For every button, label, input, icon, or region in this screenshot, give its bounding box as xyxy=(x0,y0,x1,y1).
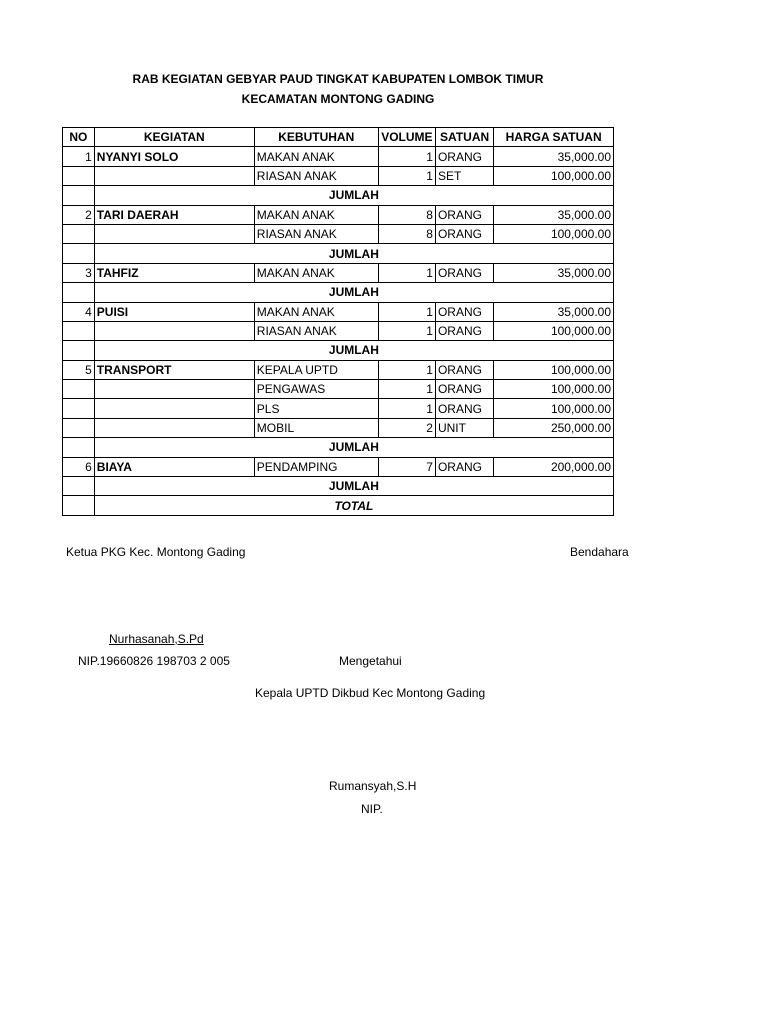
cell-kegiatan: TRANSPORT xyxy=(94,360,254,379)
kepala-nip: NIP. xyxy=(361,802,383,816)
cell-harga: 100,000.00 xyxy=(494,399,614,418)
ketua-nip: NIP.19660826 198703 2 005 xyxy=(78,654,230,668)
table-row xyxy=(63,321,614,340)
jumlah-label: JUMLAH xyxy=(94,438,613,457)
cell-harga: 35,000.00 xyxy=(494,263,614,282)
cell-kegiatan xyxy=(94,380,254,399)
cell-harga: 35,000.00 xyxy=(494,302,614,321)
mengetahui-label: Mengetahui xyxy=(339,654,402,668)
cell-no xyxy=(63,438,95,457)
cell-satuan: ORANG xyxy=(435,399,493,418)
table-row xyxy=(63,457,614,476)
cell-volume: 1 xyxy=(378,360,435,379)
cell-no xyxy=(63,477,95,496)
cell-no: 2 xyxy=(63,205,95,224)
table-row xyxy=(63,186,614,205)
cell-no xyxy=(63,283,95,302)
cell-kegiatan: NYANYI SOLO xyxy=(94,147,254,166)
cell-no xyxy=(63,166,95,185)
cell-volume: 1 xyxy=(378,321,435,340)
cell-volume: 8 xyxy=(378,224,435,243)
cell-satuan: ORANG xyxy=(435,457,493,476)
cell-satuan: ORANG xyxy=(435,205,493,224)
table-row xyxy=(63,205,614,224)
cell-no xyxy=(63,186,95,205)
cell-kebutuhan: MAKAN ANAK xyxy=(254,147,378,166)
cell-no xyxy=(63,418,95,437)
table-row xyxy=(63,477,614,496)
header-kebutuhan: KEBUTUHAN xyxy=(254,128,378,147)
table-row xyxy=(63,166,614,185)
total-label: TOTAL xyxy=(94,496,613,515)
cell-kebutuhan: MAKAN ANAK xyxy=(254,302,378,321)
bendahara-label: Bendahara xyxy=(570,545,629,559)
table-row xyxy=(63,341,614,360)
cell-satuan: ORANG xyxy=(435,263,493,282)
cell-kegiatan: TAHFIZ xyxy=(94,263,254,282)
cell-volume: 8 xyxy=(378,205,435,224)
table-row xyxy=(63,380,614,399)
table-row xyxy=(63,283,614,302)
cell-no xyxy=(63,399,95,418)
cell-satuan: ORANG xyxy=(435,360,493,379)
cell-kebutuhan: RIASAN ANAK xyxy=(254,224,378,243)
table-header-row xyxy=(63,128,614,147)
cell-harga: 200,000.00 xyxy=(494,457,614,476)
cell-kegiatan: PUISI xyxy=(94,302,254,321)
cell-satuan: ORANG xyxy=(435,321,493,340)
cell-volume: 1 xyxy=(378,380,435,399)
cell-volume: 1 xyxy=(378,147,435,166)
cell-satuan: ORANG xyxy=(435,224,493,243)
cell-satuan: SET xyxy=(435,166,493,185)
cell-kebutuhan: RIASAN ANAK xyxy=(254,166,378,185)
cell-satuan: ORANG xyxy=(435,302,493,321)
cell-kegiatan xyxy=(94,224,254,243)
cell-satuan: ORANG xyxy=(435,147,493,166)
header-no: NO xyxy=(63,128,95,147)
header-satuan: SATUAN xyxy=(435,128,493,147)
header-kegiatan: KEGIATAN xyxy=(94,128,254,147)
cell-kebutuhan: PENGAWAS xyxy=(254,380,378,399)
cell-satuan: UNIT xyxy=(435,418,493,437)
kepala-label: Kepala UPTD Dikbud Kec Montong Gading xyxy=(255,686,486,700)
cell-kegiatan xyxy=(94,418,254,437)
cell-harga: 100,000.00 xyxy=(494,380,614,399)
ketua-name: Nurhasanah,S.Pd xyxy=(109,632,204,646)
cell-volume: 7 xyxy=(378,457,435,476)
jumlah-label: JUMLAH xyxy=(94,477,613,496)
jumlah-label: JUMLAH xyxy=(94,186,613,205)
cell-harga: 250,000.00 xyxy=(494,418,614,437)
ketua-label: Ketua PKG Kec. Montong Gading xyxy=(66,545,246,559)
cell-volume: 2 xyxy=(378,418,435,437)
cell-no: 5 xyxy=(63,360,95,379)
cell-kegiatan xyxy=(94,166,254,185)
cell-kebutuhan: MAKAN ANAK xyxy=(254,263,378,282)
cell-kebutuhan: PENDAMPING xyxy=(254,457,378,476)
cell-satuan: ORANG xyxy=(435,380,493,399)
table-row xyxy=(63,147,614,166)
cell-kegiatan: TARI DAERAH xyxy=(94,205,254,224)
kepala-name: Rumansyah,S.H xyxy=(329,779,417,793)
table-row xyxy=(63,302,614,321)
table-row xyxy=(63,244,614,263)
table-row xyxy=(63,263,614,282)
cell-kebutuhan: MAKAN ANAK xyxy=(254,205,378,224)
cell-kebutuhan: RIASAN ANAK xyxy=(254,321,378,340)
budget-table xyxy=(62,127,614,516)
cell-kebutuhan: MOBIL xyxy=(254,418,378,437)
cell-kegiatan xyxy=(94,399,254,418)
cell-no: 3 xyxy=(63,263,95,282)
table-row xyxy=(63,496,614,515)
cell-volume: 1 xyxy=(378,166,435,185)
table-body xyxy=(63,147,614,515)
cell-harga: 100,000.00 xyxy=(494,224,614,243)
jumlah-label: JUMLAH xyxy=(94,283,613,302)
cell-harga: 35,000.00 xyxy=(494,205,614,224)
table-row xyxy=(63,224,614,243)
table-row xyxy=(63,438,614,457)
cell-no xyxy=(63,341,95,360)
header-volume: VOLUME xyxy=(378,128,435,147)
cell-volume: 1 xyxy=(378,263,435,282)
table-row xyxy=(63,399,614,418)
cell-no xyxy=(63,321,95,340)
cell-no: 1 xyxy=(63,147,95,166)
header-harga-satuan: HARGA SATUAN xyxy=(494,128,614,147)
cell-no: 6 xyxy=(63,457,95,476)
cell-no xyxy=(63,496,95,515)
cell-harga: 35,000.00 xyxy=(494,147,614,166)
cell-volume: 1 xyxy=(378,302,435,321)
jumlah-label: JUMLAH xyxy=(94,341,613,360)
table-row xyxy=(63,360,614,379)
cell-kebutuhan: PLS xyxy=(254,399,378,418)
cell-no xyxy=(63,380,95,399)
cell-harga: 100,000.00 xyxy=(494,321,614,340)
cell-no: 4 xyxy=(63,302,95,321)
table-row xyxy=(63,418,614,437)
cell-harga: 100,000.00 xyxy=(494,360,614,379)
document-title: RAB KEGIATAN GEBYAR PAUD TINGKAT KABUPATEN LOMBOK TIMUR xyxy=(132,72,544,86)
cell-volume: 1 xyxy=(378,399,435,418)
cell-no xyxy=(63,244,95,263)
cell-kebutuhan: KEPALA UPTD xyxy=(254,360,378,379)
cell-kegiatan xyxy=(94,321,254,340)
cell-kegiatan: BIAYA xyxy=(94,457,254,476)
jumlah-label: JUMLAH xyxy=(94,244,613,263)
document-subtitle: KECAMATAN MONTONG GADING xyxy=(241,92,435,106)
cell-no xyxy=(63,224,95,243)
cell-harga: 100,000.00 xyxy=(494,166,614,185)
